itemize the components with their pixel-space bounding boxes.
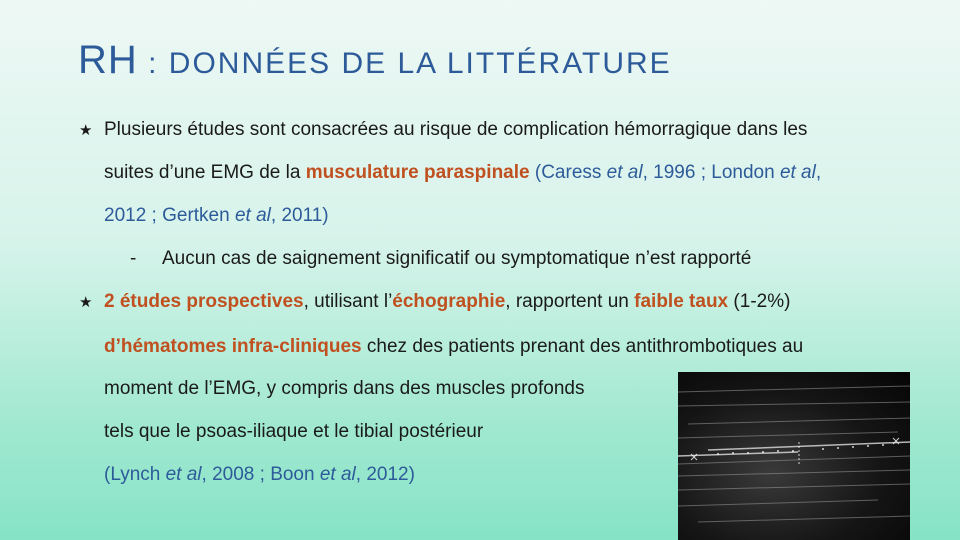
highlight-faible-taux: faible taux	[634, 291, 729, 312]
title-first: RH	[78, 38, 138, 82]
highlight-paraspinale: musculature paraspinale	[305, 162, 530, 183]
ultrasound-image	[678, 372, 910, 540]
sub-bullet-text: Aucun cas de saignement significatif ou symptomatique n’est rapporté	[162, 248, 752, 269]
star-icon: ★	[79, 122, 93, 139]
title-rest: : DONNÉES DE LA LITTÉRATURE	[137, 47, 672, 80]
highlight-hematomes: d’hématomes infra-cliniques	[104, 336, 362, 357]
bullet2-line4: tels que le psoas-iliaque et le tibial postérieur	[104, 421, 484, 442]
bullet2-line1: 2 études prospectives, utilisant l’échographie, rapportent un faible taux (1-2%)	[104, 291, 791, 312]
highlight-etudes: 2 études prospectives	[104, 291, 304, 312]
bullet1-line3: 2012 ; Gertken et al, 2011)	[104, 205, 329, 226]
citation-caress: (Caress et al, 1996 ; London et al,	[534, 162, 822, 183]
bullet1-line2	[104, 161, 821, 185]
bullet2-line5: (Lynch et al, 2008 ; Boon et al, 2012)	[104, 464, 415, 485]
slide-title	[78, 38, 672, 83]
sub-bullet-dash: -	[130, 248, 137, 269]
bullet1-text-a: suites d’une EMG de la	[104, 162, 306, 183]
bullet2-line2: d’hématomes infra-cliniques chez des patients prenant des antithrombotiques au	[104, 336, 804, 357]
bullet1-line1: Plusieurs études sont consacrées au risque de complication hémorragique dans les	[104, 119, 808, 140]
star-icon: ★	[79, 294, 93, 311]
highlight-echographie: échographie	[392, 291, 506, 312]
bullet2-line3: moment de l’EMG, y compris dans des muscles profonds	[104, 378, 585, 399]
